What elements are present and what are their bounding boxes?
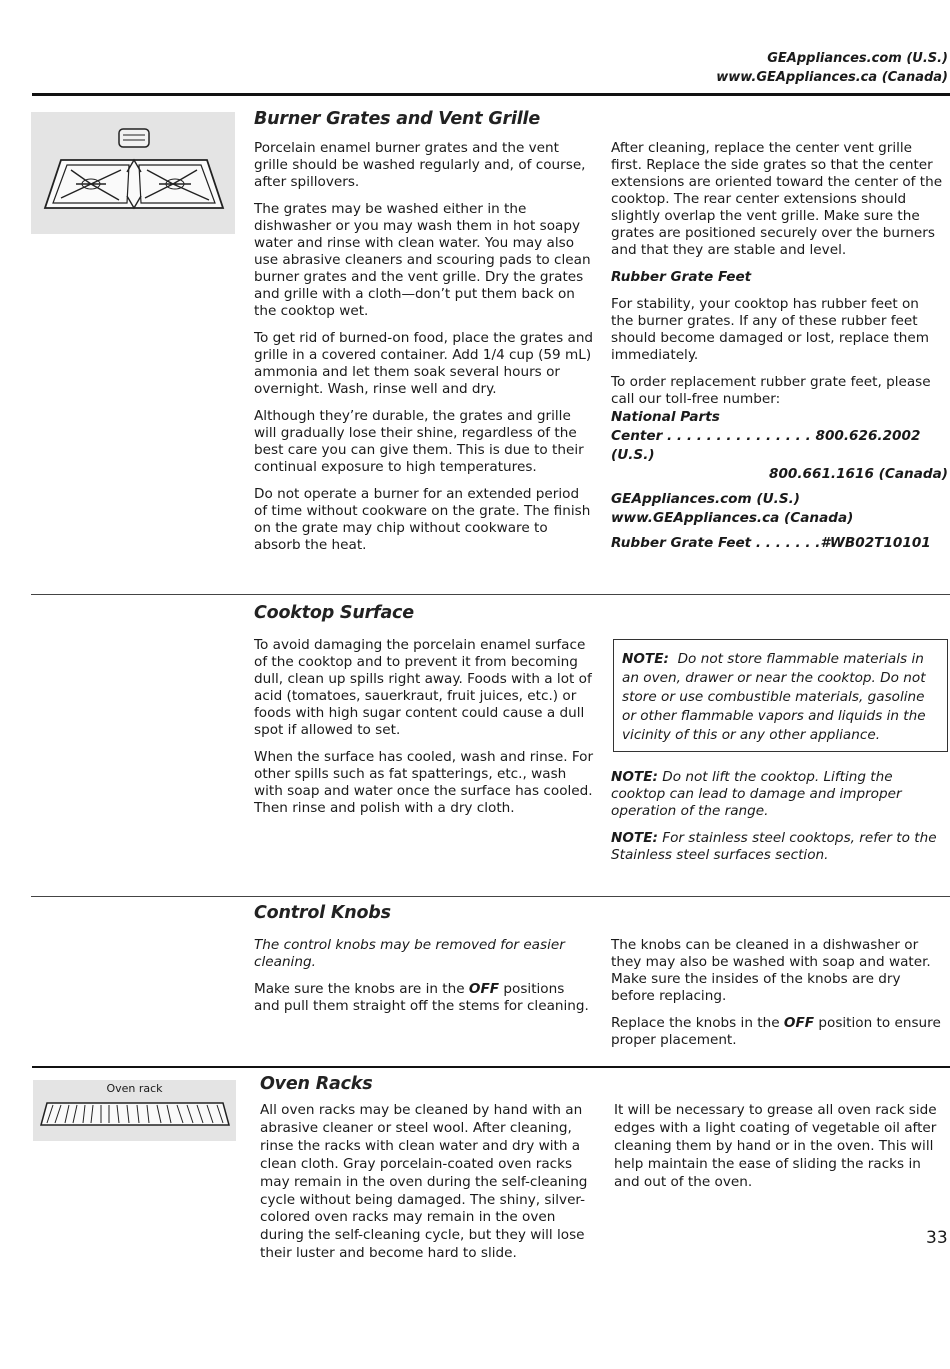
knobs-text: position to ensure proper placement.: [611, 1015, 941, 1048]
knobs-text: Replace the knobs in the: [611, 1015, 784, 1031]
phone-ca[interactable]: 800.661.1616 (Canada): [769, 466, 948, 482]
knobs-section-title: Control Knobs: [254, 903, 391, 923]
burner-section-title: Burner Grates and Vent Grille: [254, 109, 541, 129]
racks-left-column: [260, 1102, 594, 1273]
parts-label-center: Center . . . . . . . . . . . . . . .: [611, 428, 811, 444]
parts-contact-block: [611, 408, 948, 553]
burner-paragraph: Porcelain enamel burner grates and the vent grille should be washed regularly and, of course, after spillovers.: [254, 140, 586, 190]
flammable-note-box: [613, 639, 948, 752]
parts-site-us[interactable]: GEAppliances.com (U.S.): [611, 491, 801, 507]
oven-rack-icon: [33, 1095, 236, 1135]
replace-grille-paragraph: After cleaning, replace the center vent grille first. Replace the side grates so that the center extensions are oriented toward the center of the cooktop. The rear center extensions should slightly overlap the vent grille. Make sure the grates are positioned securely over the burners and that they are stable and level.: [611, 140, 943, 258]
header-links: [716, 49, 948, 87]
header-rule: [32, 93, 950, 96]
racks-section-title: Oven Racks: [260, 1074, 373, 1094]
rubber-feet-heading: Rubber Grate Feet: [611, 269, 752, 285]
racks-cleaning-paragraph: All oven racks may be cleaned by hand with an abrasive cleaner or steel wool. After cleaning, rinse the racks with clean water and dry with a clean cloth. Gray porcelain-coated oven racks may remain in the oven during the self-cleaning cycle without being damaged. The shiny, silver-colored oven racks may remain in the oven during the self-cleaning cycle, but they will lose their luster and become hard to slide.: [260, 1102, 588, 1262]
oven-rack-caption: Oven rack: [106, 1082, 163, 1095]
burner-paragraph: To get rid of burned-on food, place the grates and grille in a covered container. Add 1/4 cup (59 mL) ammonia and let them soak several hours or overnight. Wash, rinse well and dry.: [254, 330, 594, 397]
burner-paragraph: The grates may be washed either in the dishwasher or you may wash them in hot soapy water and rinse with clean water. You may also use abrasive cleaners and scouring pads to clean burner grates and the vent grille. Dry the grates and grille with a cloth—don’t put them back on the cooktop wet.: [254, 201, 591, 319]
rubber-feet-paragraph: For stability, your cooktop has rubber feet on the burner grates. If any of these rubber feet should become damaged or lost, replace them immediately.: [611, 296, 930, 363]
knobs-replace-paragraph: [611, 1015, 945, 1049]
burner-right-column: [611, 140, 943, 418]
burner-left-column: [254, 140, 594, 564]
burner-paragraph: Although they’re durable, the grates and grille will gradually lose their shine, regardless of the best care you can give them. This is due to their continual exposure to high temperatures.: [254, 408, 584, 475]
knobs-left-column: [254, 937, 594, 1025]
off-label: OFF: [468, 981, 500, 997]
header-site-us[interactable]: GEAppliances.com (U.S.): [767, 51, 948, 66]
note-label: NOTE:: [622, 651, 669, 667]
knobs-wash-paragraph: The knobs can be cleaned in a dishwasher or they may also be washed with soap and water. Make sure the insides of the knobs are dry before replacing.: [611, 937, 931, 1004]
knobs-right-column: [611, 937, 945, 1059]
section-divider: [31, 896, 950, 897]
parts-site-ca[interactable]: www.GEAppliances.ca (Canada): [611, 510, 854, 526]
burner-grates-illustration: [31, 112, 235, 234]
phone-us[interactable]: 800.626.2002 (U.S.): [611, 428, 921, 463]
burner-grates-icon: [31, 112, 235, 234]
flammable-note-text: Do not store flammable materials in an oven, drawer or near the cooktop. Do not store or use combustible materials, gasoline or other flammable vapors and liquids in the vicinity of this or any other appliance.: [622, 651, 926, 743]
note-label: NOTE:: [611, 769, 658, 785]
page-number: 33: [926, 1228, 948, 1248]
racks-grease-paragraph: It will be necessary to grease all oven rack side edges with a light coating of vegetable oil after cleaning them by hand or in the oven. This will help maintain the ease of sliding the racks in and out of the oven.: [614, 1102, 937, 1190]
part-number: Rubber Grate Feet . . . . . . .#WB02T10101: [611, 535, 931, 551]
cooktop-notes: [611, 769, 941, 874]
lift-note-text: Do not lift the cooktop. Lifting the cooktop can lead to damage and improper operation of the range.: [611, 769, 902, 819]
oven-rack-illustration: [33, 1080, 236, 1141]
note-label: NOTE:: [611, 830, 658, 846]
order-paragraph: To order replacement rubber grate feet, please call our toll-free number:: [611, 374, 931, 407]
cooktop-paragraph: When the surface has cooled, wash and rinse. For other spills such as fat spatterings, etc., wash with soap and water once the surface has cooled. Then rinse and polish with a dry cloth.: [254, 749, 594, 816]
section-divider: [32, 1066, 950, 1068]
knobs-intro: The control knobs may be removed for easier cleaning.: [254, 937, 565, 970]
cooktop-section-title: Cooktop Surface: [254, 603, 414, 623]
parts-phone-us-row: [611, 427, 948, 465]
cooktop-left-column: [254, 637, 594, 827]
stainless-note-text: For stainless steel cooktops, refer to the Stainless steel surfaces section.: [611, 830, 937, 863]
header-site-ca[interactable]: www.GEAppliances.ca (Canada): [716, 70, 948, 85]
parts-label: National Parts: [611, 409, 720, 425]
racks-right-column: [614, 1102, 946, 1202]
off-label: OFF: [783, 1015, 815, 1031]
cooktop-paragraph: To avoid damaging the porcelain enamel surface of the cooktop and to prevent it from becoming dull, clean up spills right away. Foods with a lot of acid (tomatoes, sauerkraut, fruit juices, etc.) or foods with high sugar content could cause a dull spot if allowed to set.: [254, 637, 592, 738]
section-divider: [31, 594, 950, 595]
burner-paragraph: Do not operate a burner for an extended period of time without cookware on the grate. The finish on the grate may chip without cookware to absorb the heat.: [254, 486, 591, 553]
knobs-off-paragraph: [254, 981, 594, 1015]
knobs-text: Make sure the knobs are in the: [254, 981, 469, 997]
knobs-text: positions and pull them straight off the stems for cleaning.: [254, 981, 589, 1014]
